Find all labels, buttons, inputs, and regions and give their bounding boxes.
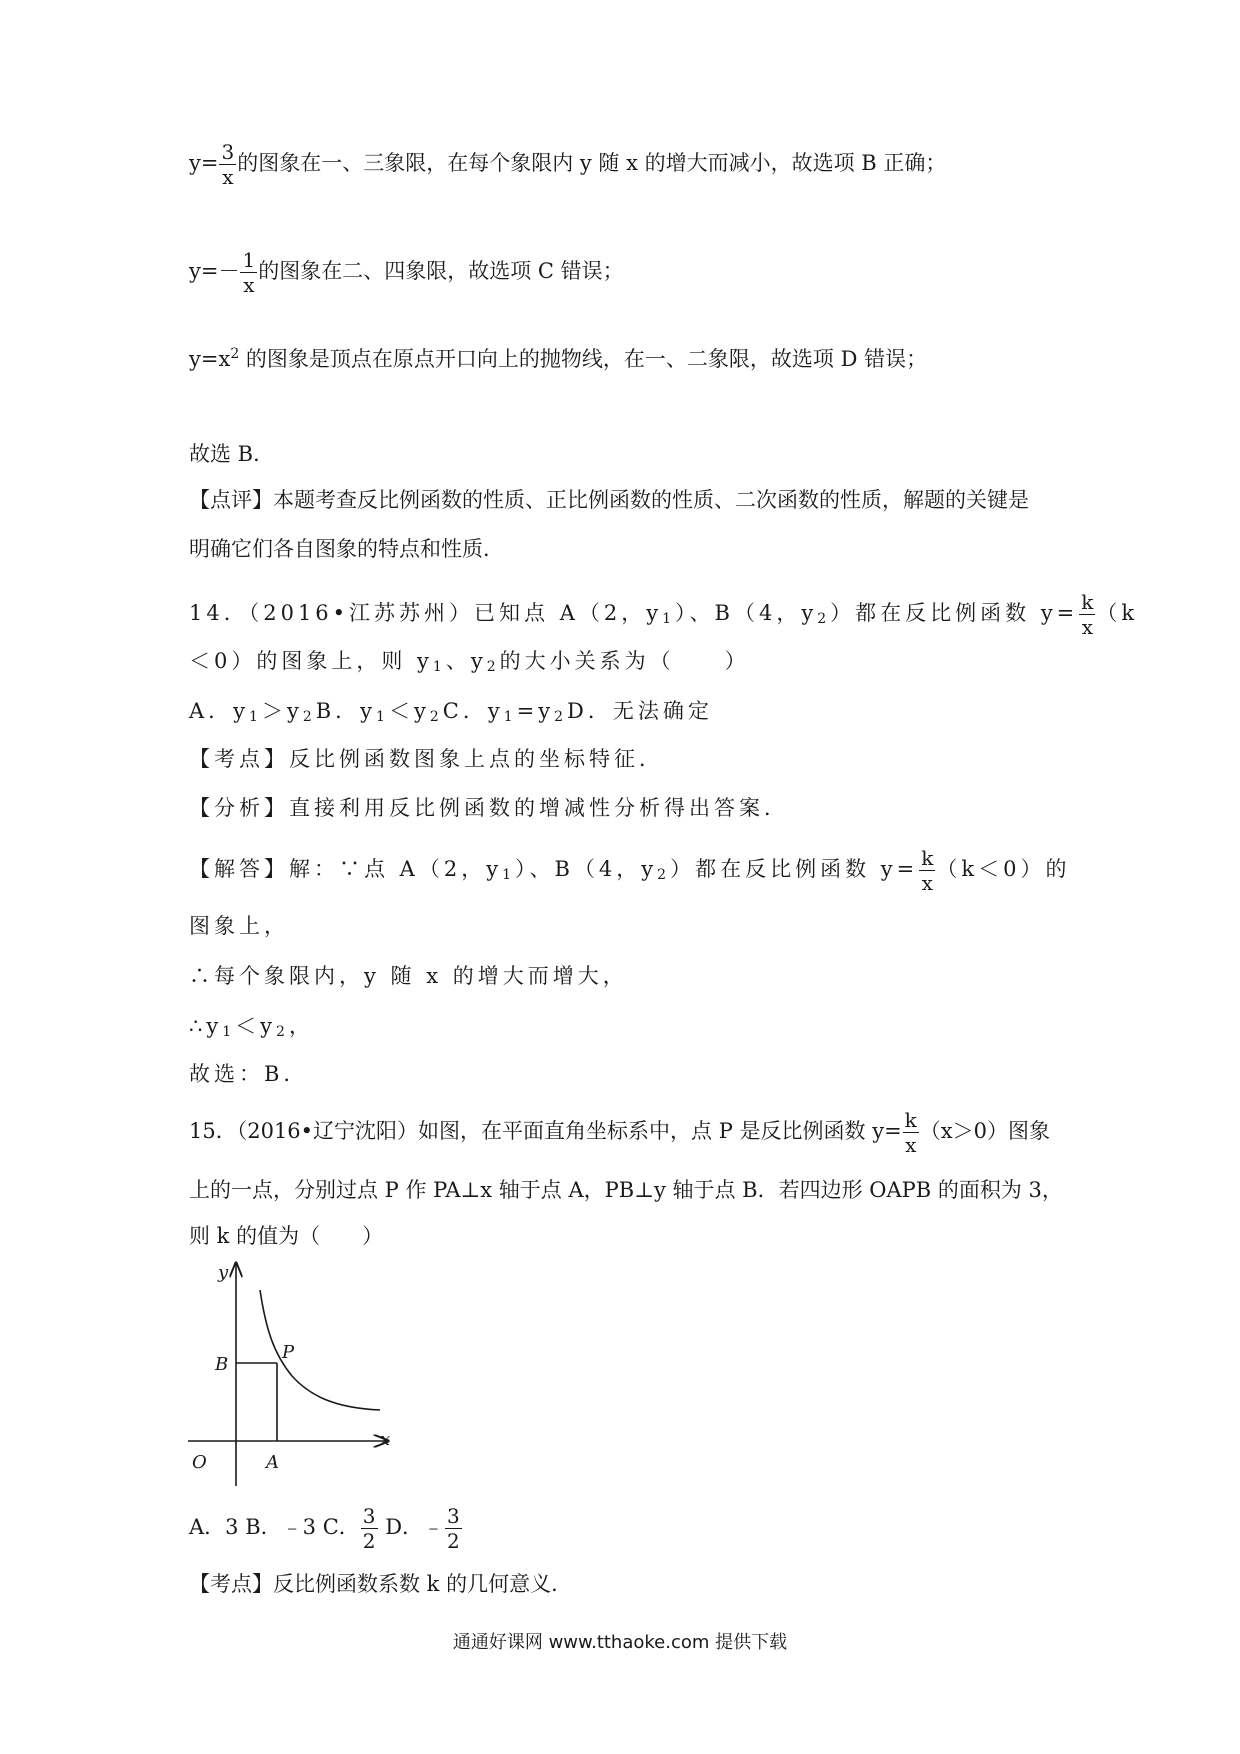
fraction-numerator: 3 [221, 140, 235, 164]
q15-stem-line-3: 则 k 的值为（ ） [189, 1224, 384, 1248]
fraction-denominator: 2 [447, 1529, 460, 1553]
option-d: D．无法确定 [567, 699, 713, 723]
fraction [219, 142, 236, 187]
formula-text: y= [189, 151, 219, 175]
subscript: 1 [249, 709, 262, 725]
q14-jieda-line-2: 图象上， [189, 914, 289, 938]
stem-text: 的大小关系为（ ） [499, 649, 750, 673]
option-b: B．y [315, 699, 377, 723]
option-c: C．y [442, 699, 504, 723]
fraction-numerator: k [921, 846, 934, 870]
stem-text: （k [1096, 601, 1139, 625]
q14-jieda-line-3: ∴每个象限内，y 随 x 的增大而增大， [189, 964, 628, 988]
stem-text: （x＞0）图象 [919, 1119, 1051, 1143]
hyperbola-curve [260, 1290, 380, 1410]
subscript: 2 [302, 709, 316, 725]
fraction-denominator: x [905, 1133, 917, 1157]
q14-kaodian: 【考点】反比例函数图象上点的坐标特征． [189, 747, 664, 771]
q15-options [189, 1506, 463, 1551]
q14-jieda-line-5: 故选：B． [189, 1062, 309, 1086]
line-text: 的图象在二、四象限，故选项 C 错误； [258, 259, 624, 283]
option-text: =y [516, 699, 555, 723]
label-o: O [192, 1452, 207, 1473]
fraction [445, 1506, 462, 1551]
fraction-denominator: x [243, 273, 255, 297]
option-text: ＞y [261, 699, 303, 723]
answer-text: ＜y [235, 1014, 277, 1038]
fraction [240, 250, 257, 295]
subscript: 2 [817, 611, 831, 627]
label-p: P [282, 1342, 295, 1363]
line-text: 的图象在一、三象限，在每个象限内 y 随 x 的增大而减小，故选项 B 正确； [237, 151, 947, 175]
q14-stem-line-1 [189, 592, 1138, 637]
q15-stem-line-2: 上的一点，分别过点 P 作 PA⊥x 轴于点 A，PB⊥y 轴于点 B．若四边形 OAPB 的面积为 3， [189, 1178, 1063, 1202]
q14-jieda-line-1 [189, 848, 1070, 893]
label-y: y [218, 1262, 229, 1283]
subscript: 1 [503, 709, 517, 725]
solution-line-c [189, 250, 624, 295]
fraction [903, 1110, 919, 1155]
q14-fenxi: 【分析】直接利用反比例函数的增减性分析得出答案． [189, 796, 789, 820]
stem-text: 14．（2016•江苏苏州）已知点 A（2，y [189, 601, 663, 625]
subscript: 2 [486, 659, 500, 675]
label-b: B [215, 1354, 229, 1375]
fraction-numerator: k [904, 1108, 917, 1132]
subscript: 1 [222, 1024, 236, 1040]
q15-kaodian: 【考点】反比例函数系数 k 的几何意义． [189, 1572, 573, 1596]
line-text: 的图象是顶点在原点开口向上的抛物线，在一、二象限，故选项 D 错误； [239, 347, 928, 371]
subscript: 2 [429, 709, 443, 725]
q15-figure [180, 1258, 440, 1490]
answer-line: 故选 B． [189, 442, 275, 466]
answer-text: （k＜0）的 [936, 857, 1071, 881]
fraction-numerator: k [1081, 590, 1094, 614]
superscript: 2 [230, 346, 240, 362]
subscript: 1 [502, 867, 515, 883]
fraction-denominator: 2 [362, 1529, 376, 1553]
option-c: C． [322, 1515, 360, 1539]
subscript: 2 [657, 867, 671, 883]
fraction [919, 848, 935, 893]
subscript: 1 [376, 709, 389, 725]
fraction-numerator: 3 [447, 1504, 460, 1528]
comment-line-1: 【点评】本题考查反比例函数的性质、正比例函数的性质、二次函数的性质，解题的关键是 [189, 488, 1029, 512]
formula-text: y=－ [189, 259, 240, 283]
option-a: A．3 [189, 1515, 239, 1539]
label-a: A [266, 1452, 279, 1473]
subscript: 2 [276, 1024, 289, 1040]
comment-line-2: 明确它们各自图象的特点和性质． [189, 537, 504, 561]
subscript: 1 [432, 659, 446, 675]
fraction-denominator: x [1081, 615, 1093, 639]
answer-text: ）、B（4，y [515, 857, 658, 881]
q14-stem-line-2 [189, 647, 750, 681]
subscript: 2 [554, 709, 568, 725]
answer-text: ∴y [189, 1014, 223, 1038]
subscript: 1 [662, 611, 676, 627]
stem-text: 、y [445, 649, 487, 673]
label-x: x [380, 1429, 391, 1450]
answer-text: ）都在反比例函数 y= [670, 857, 919, 881]
stem-text: ＜0）的图象上，则 y [189, 649, 433, 673]
q14-jieda-line-4 [189, 1012, 314, 1046]
stem-text: 15．（2016•辽宁沈阳）如图，在平面直角坐标系中，点 P 是反比例函数 y= [189, 1119, 902, 1143]
fraction-denominator: x [222, 165, 234, 189]
solution-line-d [189, 340, 927, 373]
page-footer: 通通好课网 www.tthaoke.com 提供下载 [452, 1632, 788, 1653]
option-text: ＜y [388, 699, 430, 723]
option-d: D．﹣ [385, 1515, 445, 1539]
solution-line-b [189, 142, 946, 187]
formula-text: y=x [189, 347, 231, 371]
stem-text: ）、B（4，y [675, 601, 818, 625]
fraction-numerator: 1 [242, 248, 256, 272]
fraction-numerator: 3 [362, 1504, 376, 1528]
option-b: B．﹣3 [245, 1515, 317, 1539]
stem-text: ）都在反比例函数 y= [830, 601, 1079, 625]
q15-stem-line-1 [189, 1110, 1050, 1155]
answer-text: ， [288, 1014, 314, 1038]
fraction [361, 1506, 378, 1551]
fraction-denominator: x [921, 871, 933, 895]
fraction [1079, 592, 1095, 637]
option-a: A．y [189, 699, 250, 723]
q14-options [189, 697, 713, 731]
answer-text: 【解答】解：∵点 A（2，y [189, 857, 503, 881]
